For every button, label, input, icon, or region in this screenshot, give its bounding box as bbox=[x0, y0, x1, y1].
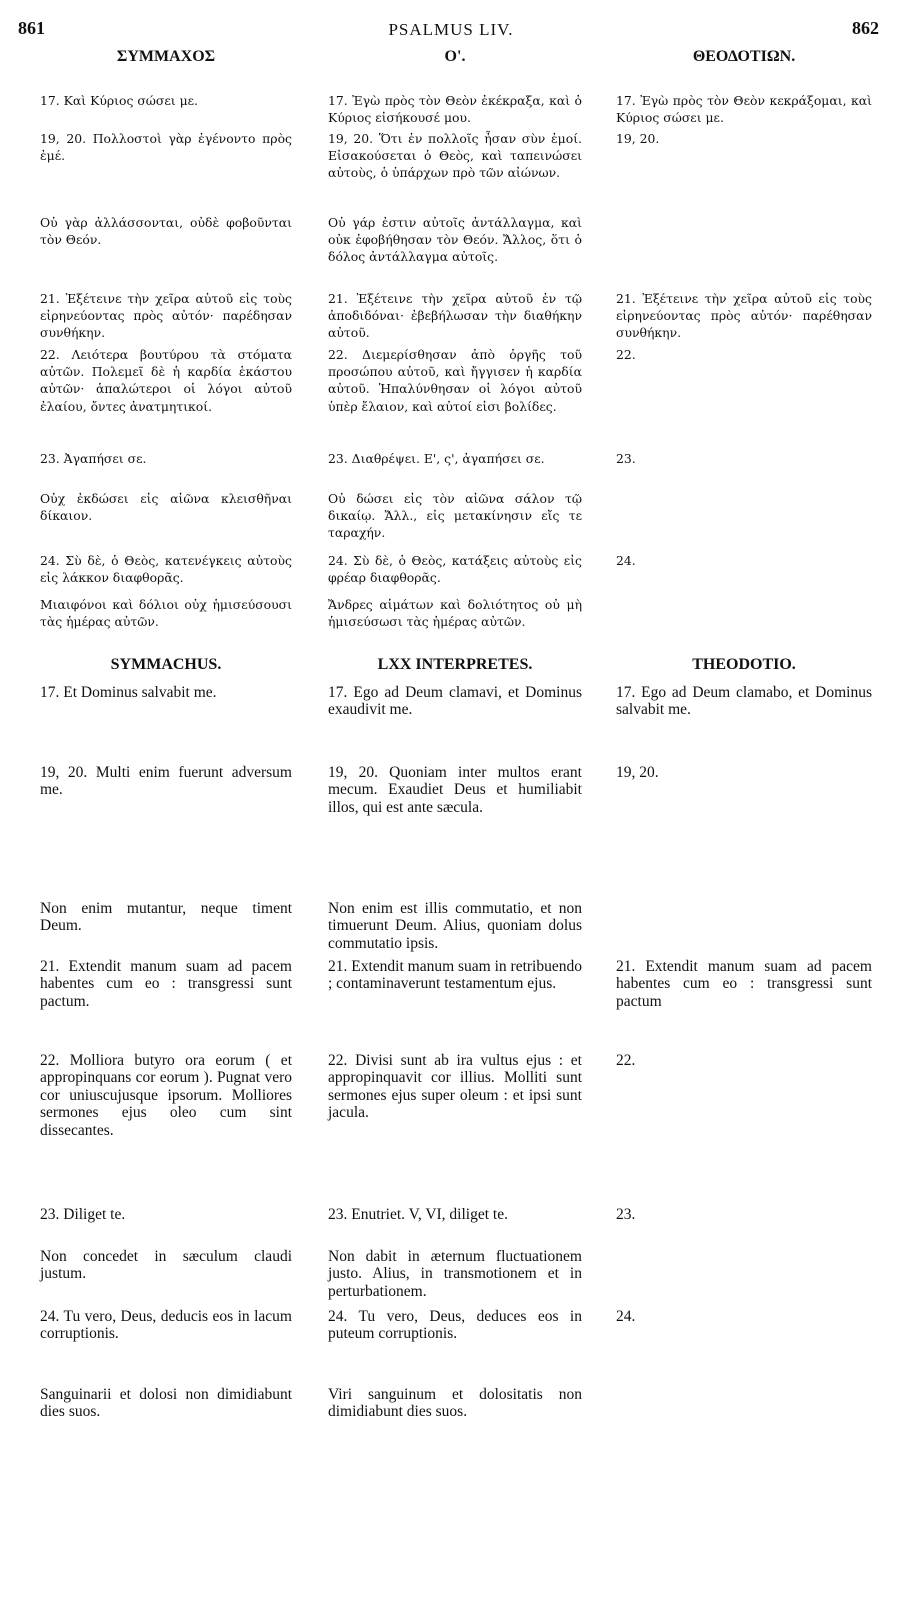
latin-lxx-v22: 22. Divisi sunt ab ira vultus ejus : et appropinquavit cor illius. Molliti sunt sermones ejus super oleum : et ipsi sunt jacula. bbox=[328, 1052, 582, 1122]
greek-lxx-v17: 17. Ἐγὼ πρὸς τὸν Θεὸν ἐκέκραξα, καὶ ὁ Κύριος εἰσήκουσέ μου. bbox=[328, 93, 582, 126]
greek-lxx-v23: 23. Διαθρέψει. Ε', ς', ἀγαπήσει σε. bbox=[328, 451, 545, 466]
latin-lxx-v17: 17. Ego ad Deum clamavi, et Dominus exaudivit me. bbox=[328, 684, 582, 719]
greek-theodotion-v24: 24. bbox=[616, 553, 636, 568]
greek-header-lxx: Ο'. bbox=[444, 48, 466, 65]
latin-header-symmachus: SYMMACHUS. bbox=[110, 656, 222, 673]
page-number-left: 861 bbox=[18, 18, 45, 38]
greek-symmachus-v22: 22. Λειότερα βουτύρου τὰ στόματα αὐτῶν. Πολεμεῖ δὲ ἡ καρδία ἑκάστου αὐτῶν· ἁπαλώτεροι οἱ λόγοι αὐτοῦ ἐλαίου, ὄντες ἀνατμητικοί. bbox=[40, 347, 292, 414]
greek-theodotion-v23: 23. bbox=[616, 451, 636, 466]
greek-symmachus-v24b: Μιαιφόνοι καὶ δόλιοι οὐχ ἡμισεύσουσι τὰς ἡμέρας αὐτῶν. bbox=[40, 597, 292, 630]
greek-lxx-v24b: Ἄνδρες αἱμάτων καὶ δολιότητος οὐ μὴ ἡμισεύσωσι τὰς ἡμέρας αὐτῶν. bbox=[328, 597, 582, 630]
latin-lxx-v19-20: 19, 20. Quoniam inter multos erant mecum. Exaudiet Deus et humiliabit illos, qui est ante sæcula. bbox=[328, 764, 582, 816]
latin-theodotion-v22: 22. bbox=[616, 1052, 636, 1069]
latin-symmachus-v21: 21. Extendit manum suam ad pacem habentes cum eo : transgressi sunt pactum. bbox=[40, 958, 292, 1010]
greek-theodotion-v17: 17. Ἐγὼ πρὸς τὸν Θεὸν κεκράξομαι, καὶ Κύριος σώσει με. bbox=[616, 93, 872, 126]
latin-symmachus-v23: 23. Diliget te. bbox=[40, 1206, 126, 1223]
latin-theodotion-v19-20: 19, 20. bbox=[616, 764, 659, 781]
greek-symmachus-v23b: Οὐχ ἐκδώσει εἰς αἰῶνα κλεισθῆναι δίκαιον. bbox=[40, 491, 292, 524]
greek-lxx-v21: 21. Ἐξέτεινε τὴν χεῖρα αὐτοῦ ἐν τῷ ἀποδιδόναι· ἐβεβήλωσαν τὴν διαθήκην αὐτοῦ. bbox=[328, 291, 582, 341]
greek-lxx-v24: 24. Σὺ δὲ, ὁ Θεὸς, κατάξεις αὐτοὺς εἰς φρέαρ διαφθορᾶς. bbox=[328, 553, 582, 586]
greek-lxx-v23b: Οὐ δώσει εἰς τὸν αἰῶνα σάλον τῷ δικαίῳ. Ἄλλ., εἰς μετακίνησιν εἴς τε ταραχήν. bbox=[328, 491, 582, 541]
latin-lxx-v24: 24. Tu vero, Deus, deduces eos in puteum corruptionis. bbox=[328, 1308, 582, 1343]
latin-theodotion-v17: 17. Ego ad Deum clamabo, et Dominus salvabit me. bbox=[616, 684, 872, 719]
greek-lxx-v22: 22. Διεμερίσθησαν ἀπὸ ὀργῆς τοῦ προσώπου αὐτοῦ, καὶ ἤγγισεν ἡ καρδία αὐτοῦ. Ἡπαλύνθησαν οἱ λόγοι αὐτοῦ ὑπὲρ ἔλαιον, καὶ αὐτοί εἰσι βολίδες. bbox=[328, 347, 582, 414]
latin-symmachus-v22: 22. Molliora butyro ora eorum ( et appropinquans cor eorum ). Pugnat vero cor uniuscujusque ipsorum. Molliores sermones ejus oleo cum sint dissecantes. bbox=[40, 1052, 292, 1139]
latin-lxx-v20b: Non enim est illis commutatio, et non timuerunt Deum. Alius, quoniam dolus commutatio ipsis. bbox=[328, 900, 582, 952]
latin-theodotion-v24: 24. bbox=[616, 1308, 636, 1325]
latin-lxx-v23: 23. Enutriet. V, VI, diliget te. bbox=[328, 1206, 508, 1223]
latin-theodotion-v23: 23. bbox=[616, 1206, 636, 1223]
greek-theodotion-v19-20: 19, 20. bbox=[616, 131, 660, 146]
latin-symmachus-v23b: Non concedet in sæculum claudi justum. bbox=[40, 1248, 292, 1283]
greek-symmachus-v21: 21. Ἐξέτεινε τὴν χεῖρα αὐτοῦ εἰς τοὺς εἰρηνεύοντας πρὸς αὐτόν· παρέδησαν συνθήκην. bbox=[40, 291, 292, 341]
greek-lxx-v20b: Οὐ γάρ ἐστιν αὐτοῖς ἀντάλλαγμα, καὶ οὐκ ἐφοβήθησαν τὸν Θεόν. Ἄλλος, ὅτι ὁ δόλος ἀντάλλαγμα αὐτοῖς. bbox=[328, 215, 582, 265]
latin-theodotion-v21: 21. Extendit manum suam ad pacem habentes cum eo : transgressi sunt pactum bbox=[616, 958, 872, 1010]
greek-lxx-v19-20: 19, 20. Ὅτι ἐν πολλοῖς ἦσαν σὺν ἐμοί. Εἰσακούσεται ὁ Θεὸς, καὶ ταπεινώσει αὐτοὺς, ὁ ὑπάρχων πρὸ τῶν αἰώνων. bbox=[328, 131, 582, 181]
latin-header-theodotion: THEODOTIO. bbox=[692, 656, 796, 673]
greek-symmachus-v23: 23. Ἀγαπήσει σε. bbox=[40, 451, 147, 466]
latin-lxx-v23b: Non dabit in æternum fluctuationem justo. Alius, in transmotionem et in perturbationem. bbox=[328, 1248, 582, 1300]
latin-header-lxx: LXX INTERPRETES. bbox=[377, 656, 533, 673]
greek-header-theodotion: ΘΕΟΔΟΤΙΩΝ. bbox=[692, 48, 796, 65]
latin-lxx-v24b: Viri sanguinum et dolositatis non dimidiabunt dies suos. bbox=[328, 1386, 582, 1421]
latin-symmachus-v19-20: 19, 20. Multi enim fuerunt adversum me. bbox=[40, 764, 292, 799]
latin-symmachus-v20b: Non enim mutantur, neque timent Deum. bbox=[40, 900, 292, 935]
greek-symmachus-v19-20: 19, 20. Πολλοστοὶ γὰρ ἐγένοντο πρὸς ἐμέ. bbox=[40, 131, 292, 164]
page-number-right: 862 bbox=[852, 18, 879, 38]
greek-theodotion-v21: 21. Ἐξέτεινε τὴν χεῖρα αὐτοῦ εἰς τοὺς εἰρηνεύοντας πρὸς αὐτόν· παρέθησαν συνθήκην. bbox=[616, 291, 872, 341]
greek-symmachus-v20b: Οὐ γὰρ ἀλλάσσονται, οὐδὲ φοβοῦνται τὸν Θεόν. bbox=[40, 215, 292, 248]
greek-symmachus-v24: 24. Σὺ δὲ, ὁ Θεὸς, κατενέγκεις αὐτοὺς εἰς λάκκον διαφθορᾶς. bbox=[40, 553, 292, 586]
latin-symmachus-v24b: Sanguinarii et dolosi non dimidiabunt dies suos. bbox=[40, 1386, 292, 1421]
latin-symmachus-v17: 17. Et Dominus salvabit me. bbox=[40, 684, 217, 701]
greek-header-symmachus: ΣΥΜΜΑΧΟΣ bbox=[116, 48, 216, 65]
greek-theodotion-v22: 22. bbox=[616, 347, 636, 362]
greek-symmachus-v17: 17. Καὶ Κύριος σώσει με. bbox=[40, 93, 198, 108]
latin-symmachus-v24: 24. Tu vero, Deus, deducis eos in lacum corruptionis. bbox=[40, 1308, 292, 1343]
running-title: PSALMUS LIV. bbox=[388, 20, 514, 39]
latin-lxx-v21: 21. Extendit manum suam in retribuendo ; contaminaverunt testamentum ejus. bbox=[328, 958, 582, 993]
